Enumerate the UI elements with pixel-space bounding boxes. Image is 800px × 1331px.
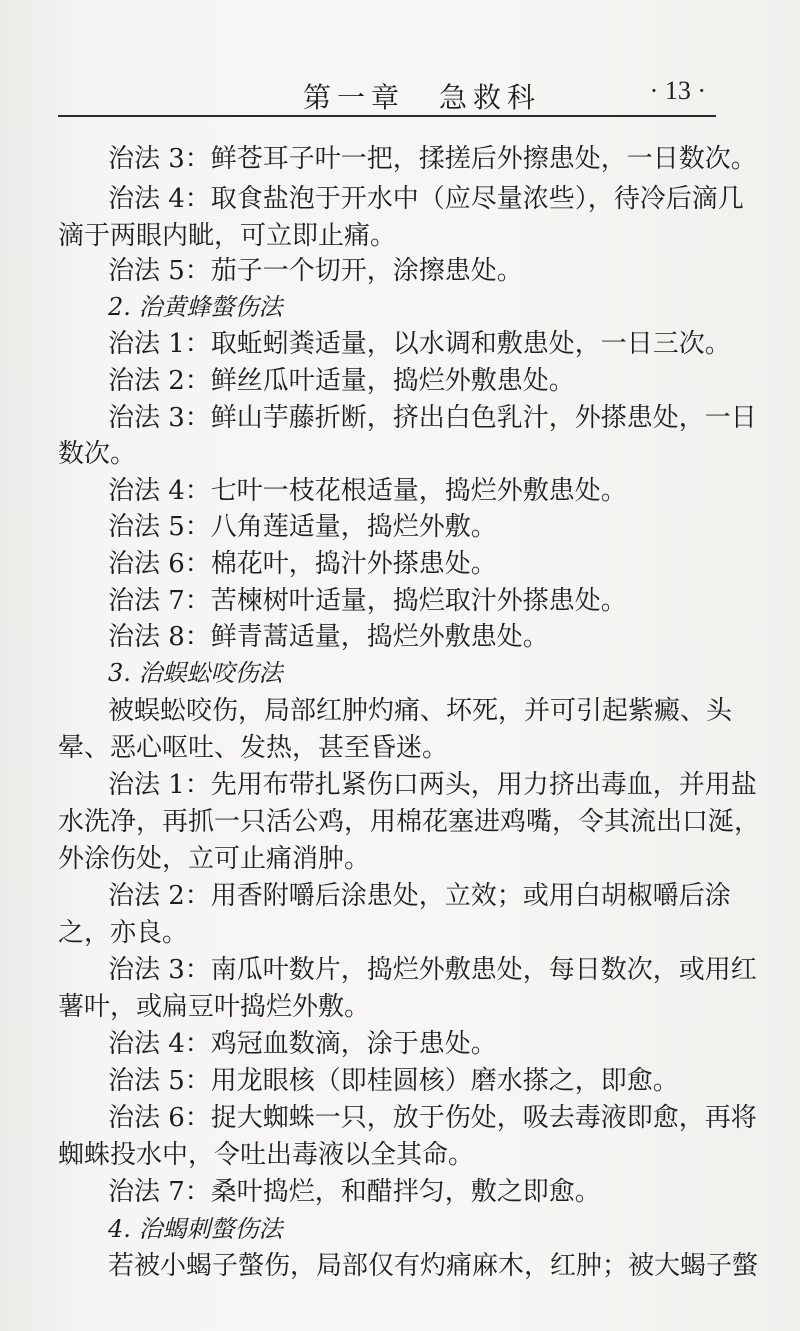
section-heading: 3. 治蜈蚣咬伤法 xyxy=(108,659,283,687)
text-line: 治法 4：鸡冠血数滴，涂于患处。 xyxy=(108,1029,497,1059)
text-line: 治法 1：取蚯蚓粪适量，以水调和敷患处，一日三次。 xyxy=(108,329,731,359)
text-line: 治法 4：取食盐泡于开水中（应尽量浓些），待冷后滴几 xyxy=(108,184,744,214)
header-rule xyxy=(58,115,716,117)
text-line: 治法 7：苦楝树叶适量，捣烂取汁外搽患处。 xyxy=(108,586,627,616)
text-line: 治法 3：鲜苍耳子叶一把，揉搓后外擦患处，一日数次。 xyxy=(108,144,757,174)
text-line: 治法 4：七叶一枝花根适量，捣烂外敷患处。 xyxy=(108,476,627,506)
text-line: 薯叶，或扁豆叶捣烂外敷。 xyxy=(58,992,371,1022)
text-line: 若被小蝎子螫伤，局部仅有灼痛麻木，红肿；被大蝎子螫 xyxy=(108,1251,759,1281)
text-line: 治法 8：鲜青蒿适量，捣烂外敷患处。 xyxy=(108,622,549,652)
text-line: 晕、恶心呕吐、发热，甚至昏迷。 xyxy=(58,733,449,763)
section-heading: 4. 治蝎刺螫伤法 xyxy=(108,1215,283,1243)
section-heading: 2. 治黄蜂螫伤法 xyxy=(108,293,283,321)
text-line: 数次。 xyxy=(58,439,137,469)
text-line: 治法 5：茄子一个切开，涂擦患处。 xyxy=(108,256,523,286)
running-header xyxy=(58,72,716,112)
text-line: 水洗净，再抓一只活公鸡，用棉花塞进鸡嘴，令其流出口涎， xyxy=(58,807,761,837)
text-line: 外涂伤处，立可止痛消肿。 xyxy=(58,844,371,874)
text-line: 治法 2：用香附嚼后涂患处，立效；或用白胡椒嚼后涂 xyxy=(108,881,731,911)
text-line: 治法 6：捉大蜘蛛一只，放于伤处，吸去毒液即愈，再将 xyxy=(108,1103,757,1133)
text-line: 治法 6：棉花叶，捣汁外搽患处。 xyxy=(108,549,497,579)
page-number: · 13 · xyxy=(649,76,706,105)
text-line: 滴于两眼内眦，可立即止痛。 xyxy=(58,221,397,251)
text-line: 被蜈蚣咬伤，局部红肿灼痛、坏死，并可引起紫癜、头 xyxy=(108,696,733,726)
text-line: 治法 3：鲜山芋藤折断，挤出白色乳汁，外搽患处，一日 xyxy=(108,403,757,433)
chapter-title: 第一章 急救科 xyxy=(303,81,542,114)
text-line: 治法 1：先用布带扎紧伤口两头，用力挤出毒血，并用盐 xyxy=(108,770,757,800)
text-line: 之，亦良。 xyxy=(58,918,189,948)
text-line: 治法 2：鲜丝瓜叶适量，捣烂外敷患处。 xyxy=(108,366,575,396)
text-line: 治法 5：八角莲适量，捣烂外敷。 xyxy=(108,512,497,542)
text-line: 治法 7：桑叶捣烂，和醋拌匀，敷之即愈。 xyxy=(108,1177,601,1207)
text-line: 治法 5：用龙眼核（即桂圆核）磨水搽之，即愈。 xyxy=(108,1066,679,1096)
text-line: 蜘蛛投水中，令吐出毒液以全其命。 xyxy=(58,1140,475,1170)
text-line: 治法 3：南瓜叶数片，捣烂外敷患处，每日数次，或用红 xyxy=(108,955,757,985)
